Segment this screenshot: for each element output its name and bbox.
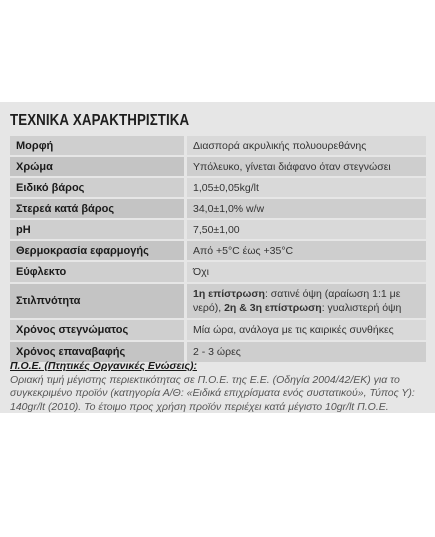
table-row	[10, 262, 426, 282]
spec-value	[187, 284, 426, 318]
spec-value: Μία ώρα, ανάλογα με τις καιρικές συνθήκες	[187, 320, 426, 340]
table-row	[10, 241, 426, 260]
table-row	[10, 136, 426, 155]
table-row	[10, 320, 426, 340]
spec-label: Χρόνος επαναβαφής	[10, 342, 187, 362]
table-row	[10, 342, 426, 362]
spec-label: Μορφή	[10, 136, 187, 155]
spec-value: Διασπορά ακρυλικής πολυουρεθάνης	[187, 136, 426, 155]
coat-2-3-label: 2η & 3η επίστρωση	[224, 302, 322, 314]
spec-label: Εύφλεκτο	[10, 262, 187, 282]
voc-note-heading: Π.Ο.Ε. (Πτητικές Οργανικές Ενώσεις):	[10, 360, 197, 372]
table-row	[10, 199, 426, 218]
spec-label: pH	[10, 220, 187, 239]
spec-value: 7,50±1,00	[187, 220, 426, 239]
specs-table	[10, 134, 426, 364]
spec-value: Από +5°C έως +35°C	[187, 241, 426, 260]
coat-1-label: 1η επίστρωση	[193, 288, 265, 300]
spec-label: Ειδικό βάρος	[10, 178, 187, 197]
table-row	[10, 284, 426, 318]
spec-label: Στιλπνότητα	[10, 284, 187, 318]
spec-value: 34,0±1,0% w/w	[187, 199, 426, 218]
voc-note	[10, 360, 428, 414]
table-row	[10, 220, 426, 239]
section-title: ΤΕΧΝΙΚΑ ΧΑΡΑΚΤΗΡΙΣΤΙΚΑ	[10, 112, 190, 129]
spec-value: Όχι	[187, 262, 426, 282]
table-row	[10, 178, 426, 197]
coat-1-text: : σατινέ όψη (αραίωση 1:1 με νερό),	[193, 288, 401, 314]
spec-label: Στερεά κατά βάρος	[10, 199, 187, 218]
spec-label: Χρώμα	[10, 157, 187, 176]
spec-value: Υπόλευκο, γίνεται διάφανο όταν στεγνώσει	[187, 157, 426, 176]
coat-2-3-text: : γυαλιστερή όψη	[321, 302, 402, 314]
spec-value: 2 - 3 ώρες	[187, 342, 426, 362]
spec-label: Θερμοκρασία εφαρμογής	[10, 241, 187, 260]
voc-note-body: Οριακή τιμή μέγιστης περιεκτικότητας σε Π.Ο.Ε. της Ε.Ε. (Οδηγία 2004/42/ΕΚ) για το συγκεκριμένο προϊόν (κατηγορία Α/Θ: «Ειδικά επιχρίσματα ενός συστατικού», Τύπος Υ): 140gr/lt (2010). Το έτοιμο προς χρήση προϊόν περιέχει κατά μέγιστο 10gr/lt Π.Ο.Ε.	[10, 373, 415, 413]
spec-value: 1,05±0,05kg/lt	[187, 178, 426, 197]
spec-label: Χρόνος στεγνώματος	[10, 320, 187, 340]
table-row	[10, 157, 426, 176]
